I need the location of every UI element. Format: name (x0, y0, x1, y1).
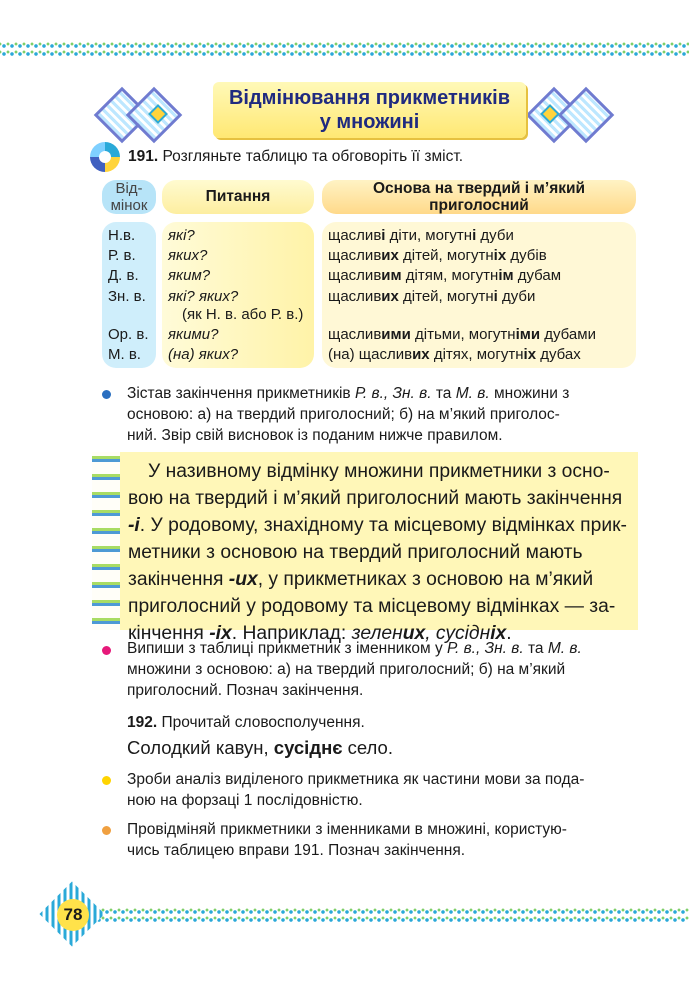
table-cell-question: (на) яких? (168, 346, 239, 363)
section-title (213, 82, 526, 138)
bullet-blue (102, 390, 111, 399)
top-ornament-border (0, 42, 689, 56)
task-copy-out: Випиши з таблиці прикметник з іменником у Р. в., Зн. в. та М. в. множини з основою: а) на твердий приголосний; б) на м’який приголосний. Познач закінчення. (127, 640, 582, 699)
table-cell-case: Н.в. (108, 227, 136, 244)
left-ornament (96, 88, 176, 136)
table-cell-example: щасливих дітей, могутніх дубів (328, 247, 547, 264)
rule-ornament-strip (92, 452, 120, 630)
table-cell-case: Ор. в. (108, 326, 149, 343)
rule-text: У називному відмінку множини прикметники з осно- вою на твердий і м’який приголосний мають закінчення -і. У родовому, знахідному та місцевому відмінках прик- метники з основою на твердий приголосний мають закінчення -их, у прикметниках з основою на м’який приголосний у родовому та місцевому відмінках — за- кінчення -іх. Наприклад: зелених, сусідніх. (128, 461, 627, 644)
table-header-case (102, 180, 156, 214)
table-cell-example: щасливим дітям, могутнім дубам (328, 267, 562, 284)
table-header-question: Питання (162, 180, 314, 214)
discussion-icon (90, 142, 120, 172)
exercise-text: Розгляньте таблицю та обговоріть її зміст. (162, 148, 464, 165)
bullet-yellow (102, 776, 111, 785)
exercise-number: 192. (127, 714, 158, 731)
table-cell-question: які? яких? (168, 288, 239, 305)
table-cell-question: яким? (168, 267, 211, 284)
table-cell-question: яких? (168, 247, 208, 264)
page-number-badge (40, 882, 106, 948)
table-cell-example: (на) щасливих дітях, могутніх дубах (328, 346, 581, 363)
table-cell-case: Д. в. (108, 267, 139, 284)
table-cell-case: Зн. в. (108, 288, 146, 305)
section-title-line1: Відмінювання прикметників (228, 87, 511, 109)
header-basis-line2: приголосний (429, 197, 529, 214)
exercise-number: 191. (128, 148, 159, 165)
table-cell-question: які? (168, 227, 195, 244)
right-ornament (528, 88, 608, 136)
exercise-192-phrase: Солодкий кавун, сусіднє село. (127, 737, 393, 758)
exercise-text: Прочитай словосполучення. (161, 714, 365, 731)
header-case-line1: Від- (115, 180, 143, 197)
page-number: 78 (57, 899, 89, 931)
header-case-line2: мінок (110, 197, 148, 214)
table-cell-example: щасливі діти, могутні дуби (328, 227, 514, 244)
table-cell-example: щасливими дітьми, могутніми дубами (328, 326, 596, 343)
section-title-line2: у множині (319, 111, 420, 133)
table-cell-case: М. в. (108, 346, 141, 363)
table-header-basis (322, 180, 636, 214)
table-cell-question: якими? (168, 326, 219, 343)
exercise-192-heading (127, 712, 365, 733)
bullet-orange (102, 826, 111, 835)
task-decline: Провідміняй прикметники з іменниками в множині, користую- чись таблицею вправи 191. Познач закінчення. (127, 821, 567, 859)
header-basis-line1: Основа на твердий і м’який (372, 180, 586, 197)
task-compare: Зістав закінчення прикметників Р. в., Зн. в. та М. в. множини з основою: а) на твердий приголосний; б) на м’який приголос- ний. Звір свій висновок із поданим нижче правилом. (127, 385, 570, 444)
task-analyze: Зроби аналіз виділеного прикметника як частини мови за пода- ною на форзаці 1 послідовністю. (127, 771, 585, 809)
exercise-191-heading (128, 146, 463, 167)
bullet-pink (102, 646, 111, 655)
table-cell-case: Р. в. (108, 247, 136, 264)
table-cell-note: (як Н. в. або Р. в.) (182, 306, 304, 323)
table-cell-example: щасливих дітей, могутні дуби (328, 288, 536, 305)
bottom-ornament-border (95, 908, 689, 922)
